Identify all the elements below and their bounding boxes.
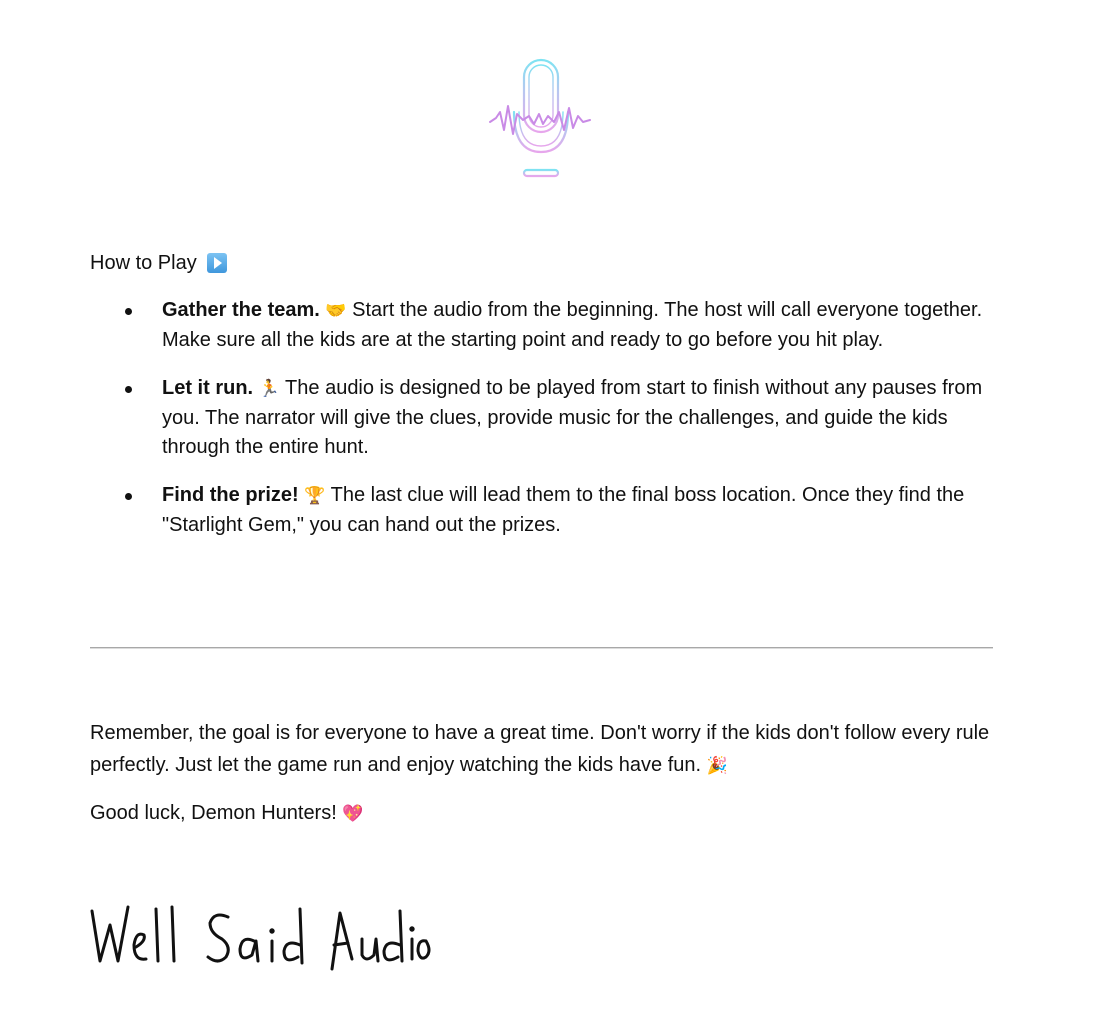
bullet-icon xyxy=(125,386,132,393)
heading-text: How to Play xyxy=(90,252,197,274)
step-text: The last clue will lead them to the final boss location. Once they find the "Starlight Gem," you can hand out the prizes. xyxy=(162,484,965,536)
microphone-logo xyxy=(486,56,596,182)
list-item xyxy=(90,296,1010,355)
step-title: Let it run. xyxy=(162,377,254,399)
bullet-icon xyxy=(125,493,132,500)
microphone-soundwave-icon xyxy=(486,56,596,182)
how-to-play-heading xyxy=(90,249,227,277)
step-title: Find the prize! xyxy=(162,484,299,506)
signoff-line xyxy=(90,798,364,829)
steps-list xyxy=(90,296,1010,559)
handwritten-signature xyxy=(86,895,431,980)
step-text: Start the audio from the beginning. The host will call everyone together. Make sure all the kids are at the starting point and ready to go before you hit play. xyxy=(162,299,983,351)
step-title: Gather the team. xyxy=(162,299,320,321)
list-item xyxy=(90,481,1010,540)
closing-paragraph xyxy=(90,717,990,782)
step-text: The audio is designed to be played from start to finish without any pauses from you. The narrator will give the clues, provide music for the challenges, and guide the kids through the entire hunt. xyxy=(162,377,983,458)
trophy-icon: 🏆 xyxy=(304,486,326,506)
signoff-text: Good luck, Demon Hunters! xyxy=(90,802,337,824)
bullet-icon xyxy=(125,308,132,315)
runner-icon: 🏃 xyxy=(258,379,280,399)
sparkling-heart-icon: 💖 xyxy=(342,804,364,824)
list-item xyxy=(90,374,1010,462)
horizontal-divider xyxy=(90,647,993,649)
play-button-icon xyxy=(207,253,227,273)
closing-text: Remember, the goal is for everyone to have a great time. Don't worry if the kids don't follow every rule perfectly. Just let the game run and enjoy watching the kids have fun. xyxy=(90,722,990,776)
party-popper-icon: 🎉 xyxy=(706,756,728,776)
handshake-icon: 🤝 xyxy=(325,301,347,321)
